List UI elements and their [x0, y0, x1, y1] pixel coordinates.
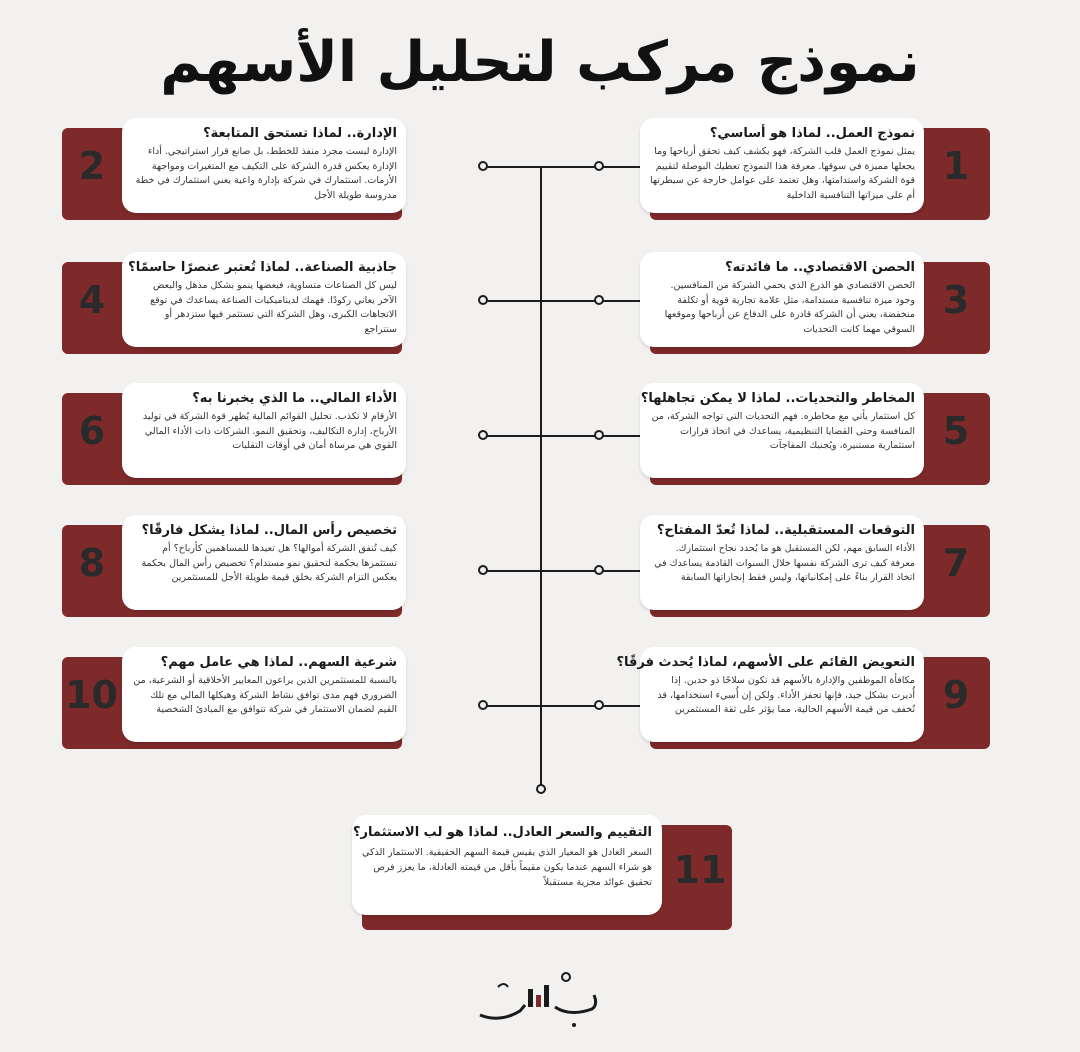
node-2-right	[594, 295, 604, 305]
card-11	[352, 815, 732, 925]
connector-4	[482, 570, 640, 572]
node-5-left	[478, 700, 488, 710]
card-panel	[122, 647, 406, 742]
node-1-left	[478, 161, 488, 171]
card-8	[62, 515, 402, 610]
card-4	[62, 252, 402, 347]
card-panel	[640, 118, 924, 213]
card-panel	[122, 383, 406, 478]
connector-1	[482, 166, 640, 168]
connector-3	[482, 435, 640, 437]
card-panel	[352, 815, 662, 915]
card-title: شرعية السهم.. لماذا هي عامل مهم؟	[160, 655, 397, 670]
card-title: تخصيص رأس المال.. لماذا يشكل فارقًا؟	[141, 523, 397, 538]
card-body: الأرقام لا تكذب. تحليل القوائم المالية يُظهر قوة الشركة في توليد الأرباح، إدارة التكاليف، وتحقيق النمو. الشركات ذات الأداء المالي القوي هي مرساة أمان في أوقات التقلبات	[142, 411, 397, 451]
card-title: التعويض القائم على الأسهم، لماذا يُحدث فرقًا؟	[616, 655, 915, 670]
card-number: 9	[942, 673, 970, 717]
card-panel	[122, 515, 406, 610]
card-body: يمثل نموذج العمل قلب الشركة، فهو يكشف كيف تحقق أرباحها وما يجعلها مميزة في سوقها. معرفة هذا النموذج تعطيك البوصلة لتقييم قوة الشركة واستدامتها، وهل تعتمد على عوامل خارجة عن سيطرتها أم على ميزاتها التنافسية الداخلية	[649, 146, 915, 201]
card-title: الأداء المالي.. ما الذي يخبرنا به؟	[192, 391, 397, 406]
connector-5	[482, 705, 640, 707]
card-panel	[122, 252, 406, 347]
card-body: السعر العادل هو المعيار الذي يقيس قيمة السهم الحقيقية. الاستثمار الذكي هو شراء السهم عندما يكون مقيماً بأقل من قيمته العادلة، ما يعزز فرص تحقيق عوائد مجزية مستقبلاً	[362, 847, 652, 888]
card-title: التوقعات المستقبلية.. لماذا تُعدّ المفتاح؟	[656, 523, 915, 538]
card-number: 8	[78, 541, 106, 585]
card-body: الإدارة ليست مجرد منفذ للخطط، بل صانع قرار استراتيجي. أداء الإدارة يعكس قدرة الشركة على التكيف مع المتغيرات ومواجهة الأزمات. استثمارك في شركة بإدارة واعية يعني استثمارك في خطة مدروسة طويلة الأجل	[135, 146, 397, 201]
card-panel	[616, 647, 924, 742]
card-body: كيف تُنفق الشركة أموالها؟ هل تعيدها للمساهمين كأرباح؟ أم تستثمرها بحكمة لتحقيق نمو مستدام؟ تخصيص رأس المال بحكمة يعكس التزام الشركة بخلق قيمة طويلة الأجل للمستثمرين	[141, 543, 397, 583]
card-7	[640, 515, 980, 610]
card-2	[62, 118, 402, 213]
card-body: كل استثمار يأتي مع مخاطره. فهم التحديات التي تواجه الشركة، من المنافسة وحتى القضايا التنظيمية، يساعدك في اتخاذ قرارات استثمارية مستنيرة، ويُجنبك المفاجآت	[651, 411, 915, 451]
card-number: 10	[65, 673, 118, 717]
node-bottom	[536, 784, 546, 794]
page-title: نموذج مركب لتحليل الأسهم	[160, 30, 920, 95]
card-5	[640, 383, 980, 478]
connector-2	[482, 300, 640, 302]
card-number: 7	[942, 541, 970, 585]
card-number: 4	[78, 278, 106, 322]
node-2-left	[478, 295, 488, 305]
card-panel	[640, 515, 924, 610]
node-1-right	[594, 161, 604, 171]
brand-logo	[470, 965, 610, 1035]
node-4-left	[478, 565, 488, 575]
card-9	[616, 647, 980, 742]
card-6	[62, 383, 402, 478]
card-number: 6	[78, 409, 106, 453]
node-3-right	[594, 430, 604, 440]
node-5-right	[594, 700, 604, 710]
card-body: الحصن الاقتصادي هو الدرع الذي يحمي الشركة من المنافسين. وجود ميزة تنافسية مستدامة، مثل علامة تجارية قوية أو تكلفة منخفضة، يعني أن الشركة قادرة على الدفاع عن أرباحها وموقعها السوقي مهما كانت التحديات	[664, 280, 915, 335]
card-number: 3	[942, 278, 970, 322]
card-body: بالنسبة للمستثمرين الذين يراعون المعايير الأخلاقية أو الشرعية، من الضروري فهم مدى توافق نشاط الشركة وهيكلها المالي مع تلك القيم لضمان الاستثمار في شركة تتوافق مع المبادئ الشخصية	[133, 675, 397, 715]
card-title: المخاطر والتحديات.. لماذا لا يمكن تجاهلها؟	[640, 391, 915, 406]
card-title: الحصن الاقتصادي.. ما فائدته؟	[725, 260, 915, 275]
card-body: الأداء السابق مهم، لكن المستقبل هو ما يُحدد نجاح استثمارك. معرفة كيف ترى الشركة نفسها خلال السنوات القادمة يساعدك في اتخاذ القرار بناءً على إمكانياتها، وليس فقط إنجازاتها السابقة	[654, 543, 915, 583]
card-title: التقييم والسعر العادل.. لماذا هو لب الاستثمار؟	[353, 825, 652, 840]
card-number: 2	[78, 144, 106, 188]
card-title: الإدارة.. لماذا تستحق المتابعة؟	[203, 126, 397, 141]
card-panel	[640, 252, 924, 347]
node-4-right	[594, 565, 604, 575]
timeline-spine	[540, 168, 542, 788]
card-number: 5	[942, 409, 970, 453]
card-1	[640, 118, 980, 213]
node-3-left	[478, 430, 488, 440]
card-number: 11	[673, 848, 727, 892]
card-title: جاذبية الصناعة.. لماذا تُعتبر عنصرًا حاسمًا؟	[128, 260, 397, 275]
card-panel	[640, 383, 924, 478]
card-body: ليس كل الصناعات متساوية، فبعضها ينمو بشكل مذهل والبعض الآخر يعاني ركودًا. فهمك لديناميكيات الصناعة يساعدك في توقع الاتجاهات الكبرى، وهل الشركة التي تستثمر فيها ستزدهر أو ستتراجع	[150, 280, 397, 335]
card-number: 1	[942, 144, 970, 188]
card-title: نموذج العمل.. لماذا هو أساسي؟	[709, 126, 915, 141]
bar-chart-icon	[470, 965, 610, 1035]
card-panel	[122, 118, 406, 213]
card-10	[62, 647, 402, 742]
card-body: مكافأة الموظفين والإدارة بالأسهم قد تكون سلاحًا ذو حدين. إذا أُديرت بشكل جيد، فإنها تحفز الأداء. ولكن إن أُسيء استخدامها، قد تُخفف من قيمة الأسهم الحالية، مما يؤثر على ثقة المستثمرين	[657, 675, 915, 715]
card-3	[640, 252, 980, 347]
